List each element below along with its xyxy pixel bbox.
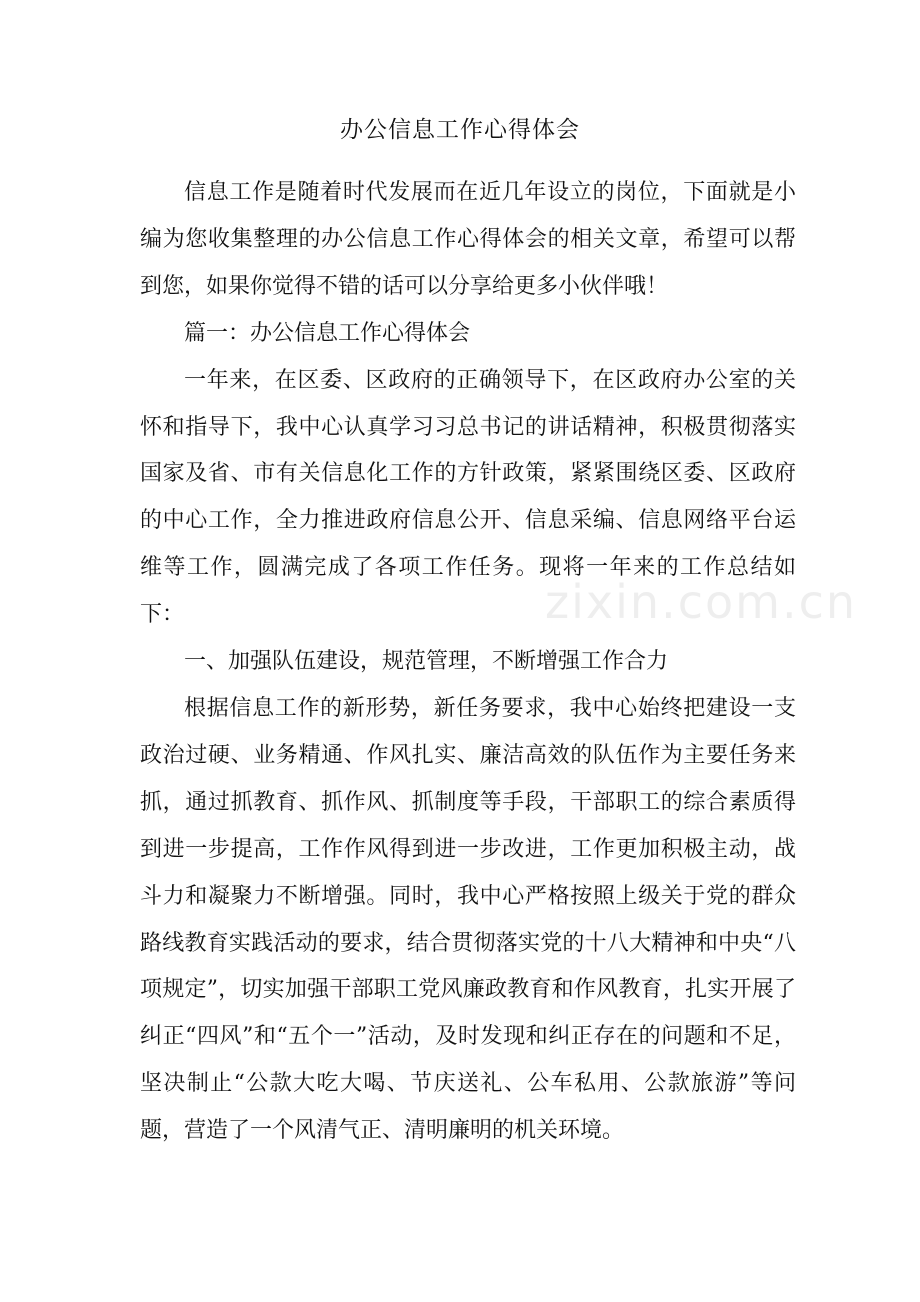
watermark-text: zixin.com.cn bbox=[545, 575, 858, 629]
summary-paragraph: 一年来，在区委、区政府的正确领导下，在区政府办公室的关怀和指导下，我中心认真学习习总书记的讲话精神，积极贯彻落实国家及省、市有关信息化工作的方针政策，紧紧围绕区委、区政府的中心工作，全力推进政府信息公开、信息采编、信息网络平台运维等工作，圆满完成了各项工作任务。现将一年来的工作总结如下： bbox=[140, 367, 796, 628]
document-body bbox=[140, 170, 796, 1155]
document-title: 办公信息工作心得体会 bbox=[340, 117, 580, 143]
team-building-paragraph: 根据信息工作的新形势，新任务要求，我中心始终把建设一支政治过硬、业务精通、作风扎实、廉洁高效的队伍作为主要任务来抓，通过抓教育、抓作风、抓制度等手段，干部职工的综合素质得到进一步提高，工作作风得到进一步改进，工作更加积极主动，战斗力和凝聚力不断增强。同时，我中心严格按照上级关于党的群众路线教育实践活动的要求，结合贯彻落实党的十八大精神和中央“八项规定”，切实加强干部职工党风廉政教育和作风教育，扎实开展了纠正“四风”和“五个一”活动，及时发现和纠正存在的问题和不足，坚决制止“公款大吃大喝、节庆送礼、公车私用、公款旅游”等问题，营造了一个风清气正、清明廉明的机关环境。 bbox=[140, 695, 796, 1144]
intro-paragraph: 信息工作是随着时代发展而在近几年设立的岗位，下面就是小编为您收集整理的办公信息工作心得体会的相关文章，希望可以帮到您，如果你觉得不错的话可以分享给更多小伙伴哦！ bbox=[140, 180, 796, 299]
section-heading-part-one: 篇一：办公信息工作心得体会 bbox=[184, 320, 471, 346]
section-heading-one: 一、加强队伍建设，规范管理，不断增强工作合力 bbox=[184, 649, 669, 675]
